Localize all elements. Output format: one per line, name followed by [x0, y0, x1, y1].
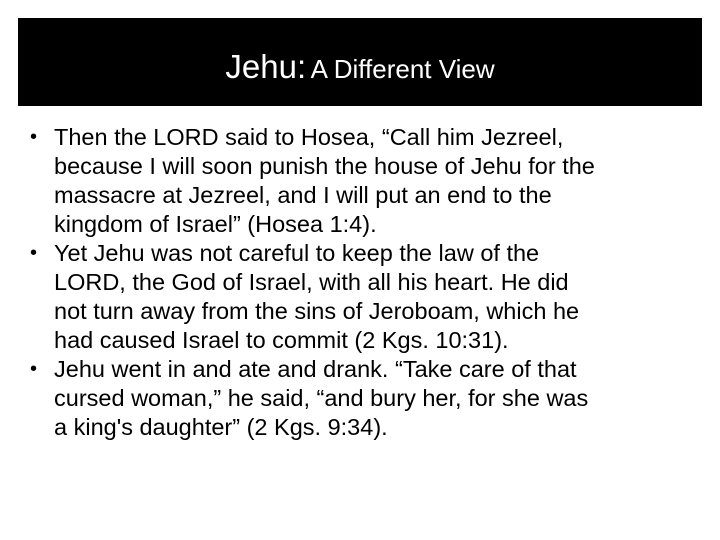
bullet-line: Yet Jehu was not careful to keep the law of the [54, 240, 540, 266]
title-bar [18, 18, 702, 106]
bullet-line: had caused Israel to commit (2 Kgs. 10:31). [54, 327, 509, 353]
bullet-line: kingdom of Israel” (Hosea 1:4). [54, 211, 377, 237]
title-subtitle: A Different View [310, 53, 495, 84]
bullet-line: Jehu went in and ate and drank. “Take care of that [54, 356, 577, 382]
bullet-item [30, 123, 710, 239]
bullet-line: a king's daughter” (2 Kgs. 9:34). [54, 414, 388, 440]
bullet-line: because I will soon punish the house of Jehu for the [54, 153, 595, 179]
bullet-line: cursed woman,” he said, “and bury her, for she was [54, 385, 589, 411]
bullet-list [30, 123, 710, 442]
bullet-item [30, 355, 710, 442]
bullet-icon: • [30, 242, 38, 264]
slide-title [225, 47, 495, 85]
bullet-icon: • [30, 358, 38, 380]
bullet-line: not turn away from the sins of Jeroboam, which he [54, 298, 580, 324]
title-main: Jehu: [225, 47, 307, 85]
bullet-line: Then the LORD said to Hosea, “Call him Jezreel, [54, 124, 564, 150]
bullet-line: massacre at Jezreel, and I will put an end to the [54, 182, 552, 208]
bullet-icon: • [30, 126, 38, 148]
bullet-item [30, 239, 710, 355]
bullet-line: LORD, the God of Israel, with all his heart. He did [54, 269, 569, 295]
